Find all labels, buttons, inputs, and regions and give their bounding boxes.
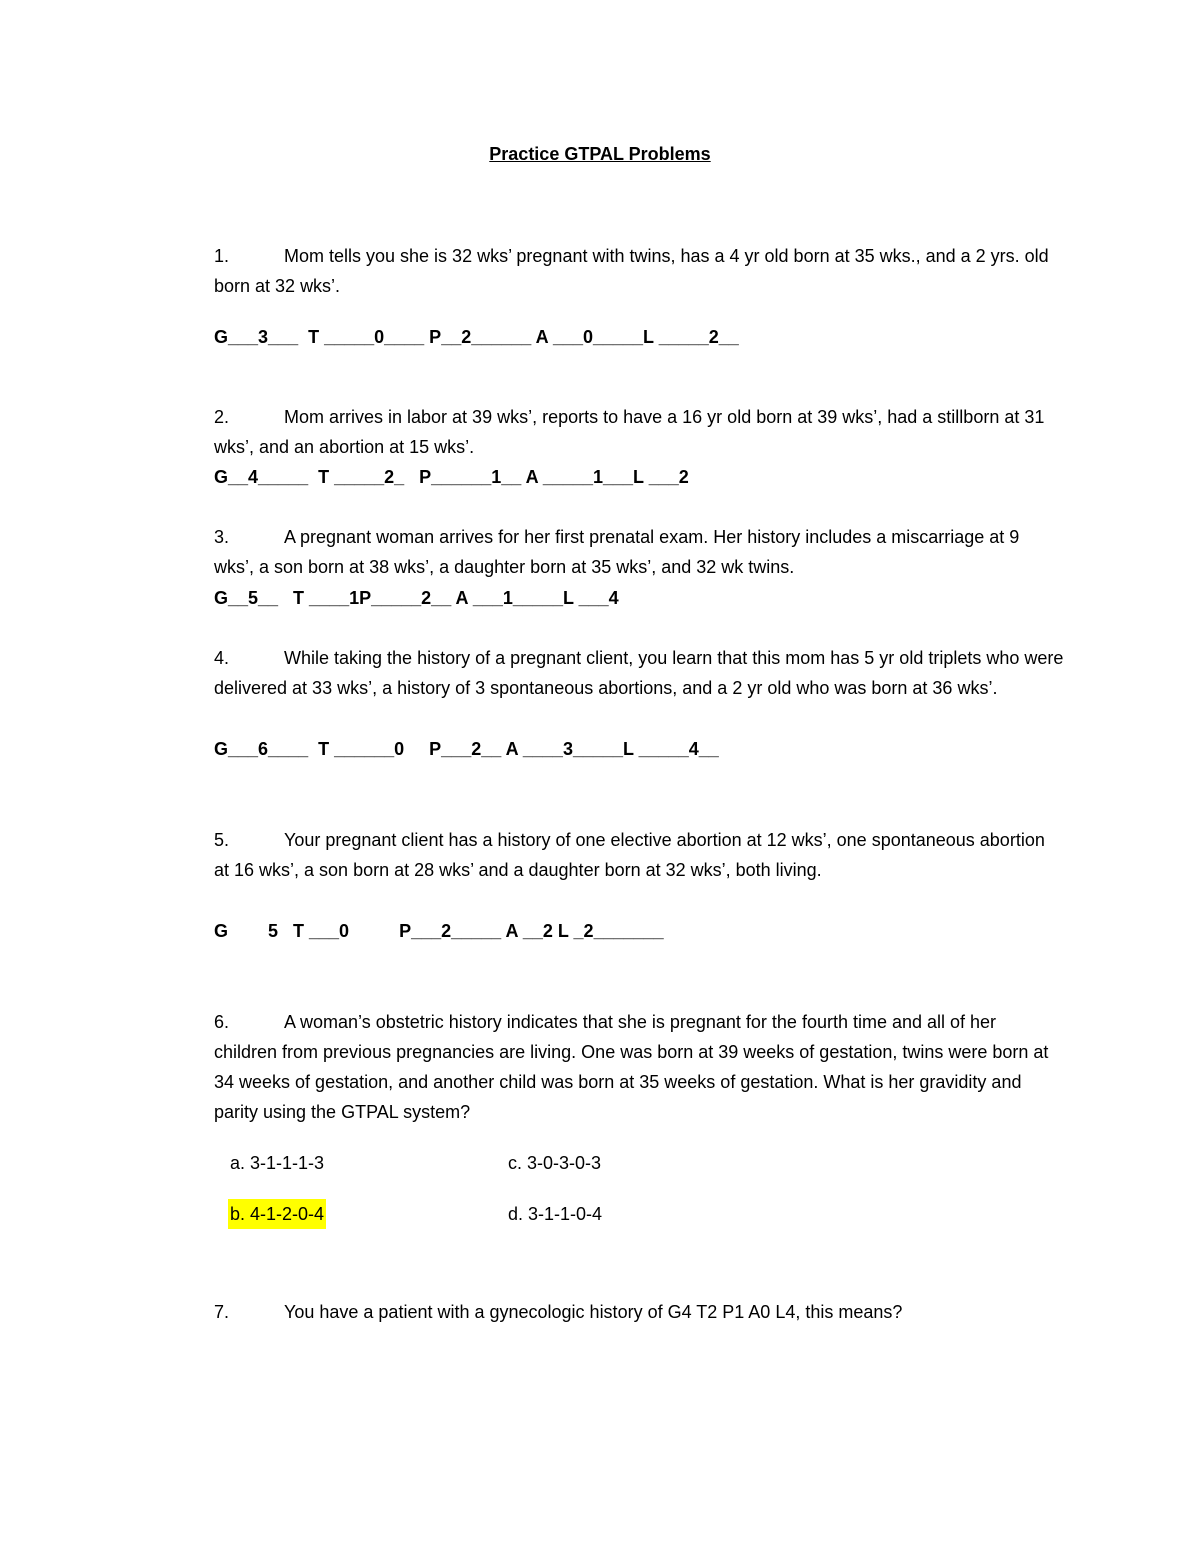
question-number: 6. [214, 1012, 230, 1032]
question-number: 3. [214, 527, 230, 547]
answer-line-5: G 5 T ___0 P___2_____ A __2 L _2_______ [214, 921, 664, 941]
page-title: Practice GTPAL Problems [489, 144, 711, 164]
answer-line-2: G__4_____ T _____2_ P______1__ A _____1___L ___2 [214, 467, 689, 487]
question-6 [214, 1007, 1064, 1127]
option-c: c. 3-0-3-0-3 [508, 1153, 602, 1173]
question-text: Mom tells you she is 32 wks’ pregnant with twins, has a 4 yr old born at 35 wks., and a 2 yrs. old born at 32 wks’. [214, 246, 1049, 296]
question-text: You have a patient with a gynecologic history of G4 T2 P1 A0 L4, this means? [284, 1302, 903, 1322]
question-number: 5. [214, 830, 230, 850]
question-text: A pregnant woman arrives for her first prenatal exam. Her history includes a miscarriage at 9 wks’, a son born at 38 wks’, a daughter born at 35 wks’, and 32 wk twins. [214, 527, 1020, 577]
option-a: a. 3-1-1-1-3 [230, 1153, 325, 1173]
question-5 [214, 825, 1064, 885]
question-text: Mom arrives in labor at 39 wks’, reports to have a 16 yr old born at 39 wks’, had a stillborn at 31 wks’, and an abortion at 15 wks’. [214, 407, 1045, 457]
question-2 [214, 402, 1064, 462]
question-number: 4. [214, 648, 230, 668]
question-7 [214, 1297, 1064, 1327]
answer-line-3: G__5__ T ____1P_____2__ A ___1_____L ___4 [214, 588, 619, 608]
answer-line-4: G___6____ T ______0 P___2__ A ____3_____L _____4__ [214, 739, 719, 759]
question-number: 2. [214, 407, 230, 427]
question-number: 1. [214, 246, 230, 266]
question-text: A woman’s obstetric history indicates that she is pregnant for the fourth time and all of her children from previous pregnancies are living. One was born at 39 weeks of gestation, twins were born at 34 weeks of gestation, and another child was born at 35 weeks of gestation. What is her gravidity and parity using the GTPAL system? [214, 1012, 1049, 1122]
option-d: d. 3-1-1-0-4 [508, 1204, 603, 1224]
question-text: While taking the history of a pregnant client, you learn that this mom has 5 yr old triplets who were delivered at 33 wks’, a history of 3 spontaneous abortions, and a 2 yr old who was born at 36 wks’. [214, 648, 1064, 698]
question-3 [214, 522, 1064, 582]
answer-line-1: G___3___ T _____0____ P__2______ A ___0_____L _____2__ [214, 327, 739, 347]
question-number: 7. [214, 1302, 230, 1322]
option-b-highlighted: b. 4-1-2-0-4 [228, 1199, 326, 1229]
question-4 [214, 643, 1064, 703]
question-text: Your pregnant client has a history of one elective abortion at 12 wks’, one spontaneous abortion at 16 wks’, a son born at 28 wks’ and a daughter born at 32 wks’, both living. [214, 830, 1045, 880]
question-1 [214, 241, 1064, 301]
